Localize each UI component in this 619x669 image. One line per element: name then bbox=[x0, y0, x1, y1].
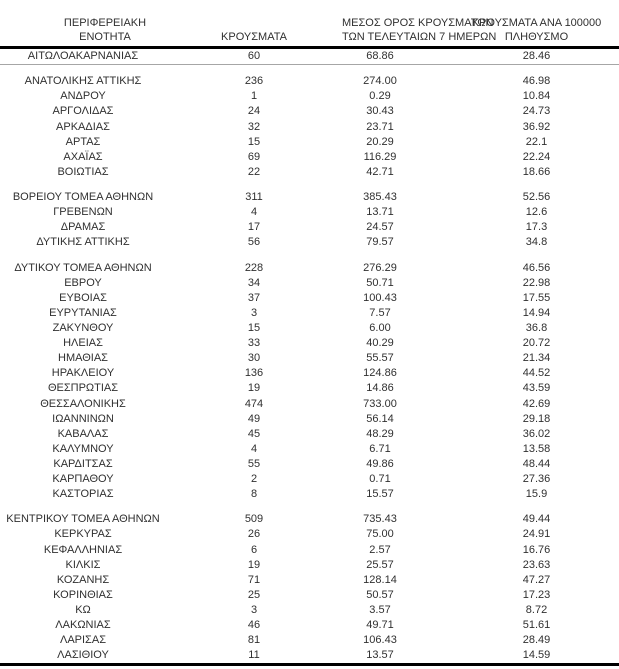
cell-cases: 60 bbox=[247, 50, 261, 62]
cell-region-name: ΚΕΡΚΥΡΑΣ bbox=[54, 528, 112, 541]
cell-per-100k: 16.76 bbox=[522, 543, 551, 556]
cell-per-100k: 23.63 bbox=[522, 558, 551, 571]
cell-region-name: ΔΥΤΙΚΗΣ ΑΤΤΙΚΗΣ bbox=[36, 236, 130, 249]
table-row bbox=[0, 306, 619, 321]
cell-7day-average: 3.57 bbox=[369, 603, 391, 616]
cell-7day-average: 20.29 bbox=[366, 135, 394, 148]
cell-region-name: ΓΡΕΒΕΝΩΝ bbox=[53, 206, 113, 219]
cell-region-name: ΕΒΡΟΥ bbox=[64, 276, 102, 289]
cell-7day-average: 735.43 bbox=[363, 513, 397, 526]
cell-region-name: ΑΝΑΤΟΛΙΚΗΣ ΑΤΤΙΚΗΣ bbox=[24, 75, 142, 88]
table-row bbox=[0, 527, 619, 542]
cell-cases: 136 bbox=[244, 367, 264, 380]
cell-7day-average: 274.00 bbox=[363, 75, 397, 88]
cell-cases: 6 bbox=[250, 543, 258, 556]
cell-per-100k: 8.72 bbox=[525, 603, 548, 616]
table-row bbox=[0, 412, 619, 427]
table-header-row bbox=[0, 0, 619, 49]
table-row bbox=[0, 472, 619, 487]
cell-region-name: ΚΕΦΑΛΛΗΝΙΑΣ bbox=[43, 543, 123, 556]
cell-cases: 32 bbox=[247, 120, 261, 133]
cell-region-name: ΒΟΙΩΤΙΑΣ bbox=[57, 165, 109, 178]
cell-region-name: ΚΙΛΚΙΣ bbox=[65, 558, 101, 571]
cell-per-100k: 48.44 bbox=[522, 457, 551, 470]
table-row bbox=[0, 543, 619, 558]
cell-region-name: ΕΥΡΥΤΑΝΙΑΣ bbox=[49, 306, 117, 319]
table-row bbox=[0, 261, 619, 276]
cell-cases: 11 bbox=[248, 649, 260, 662]
table-row bbox=[0, 49, 619, 64]
group-separator bbox=[0, 180, 619, 190]
cell-7day-average: 24.57 bbox=[366, 221, 394, 234]
cell-per-100k: 24.91 bbox=[522, 528, 551, 541]
cell-per-100k: 43.59 bbox=[522, 382, 551, 395]
cell-region-name: ΚΑΣΤΟΡΙΑΣ bbox=[52, 488, 114, 501]
cell-cases: 2 bbox=[250, 473, 258, 485]
cell-per-100k: 52.56 bbox=[522, 191, 551, 204]
table-row bbox=[0, 235, 619, 250]
cell-7day-average: 733.00 bbox=[363, 397, 397, 410]
table-row bbox=[0, 633, 619, 648]
cell-7day-average: 49.86 bbox=[366, 457, 394, 470]
cell-per-100k: 51.61 bbox=[522, 619, 551, 632]
cell-7day-average: 128.14 bbox=[363, 573, 397, 586]
cell-7day-average: 25.57 bbox=[366, 558, 394, 571]
cell-cases: 19 bbox=[247, 558, 261, 571]
cell-per-100k: 42.69 bbox=[522, 397, 551, 410]
table-row bbox=[0, 427, 619, 442]
cell-per-100k: 10.84 bbox=[522, 90, 551, 103]
cell-per-100k: 24.73 bbox=[522, 105, 551, 118]
table-row bbox=[0, 618, 619, 633]
group-separator bbox=[0, 64, 619, 74]
cell-cases: 55 bbox=[247, 457, 261, 470]
cell-region-name: ΑΡΓΟΛΙΔΑΣ bbox=[52, 105, 114, 118]
table-row bbox=[0, 487, 619, 502]
cell-7day-average: 6.71 bbox=[369, 442, 391, 455]
cell-7day-average: 385.43 bbox=[363, 191, 397, 204]
cell-region-name: ΛΑΚΩΝΙΑΣ bbox=[55, 619, 111, 632]
table-row bbox=[0, 366, 619, 381]
table-row bbox=[0, 165, 619, 180]
cell-cases: 49 bbox=[247, 412, 261, 425]
cell-per-100k: 22.98 bbox=[522, 276, 551, 289]
cell-cases: 4 bbox=[250, 206, 258, 219]
cell-per-100k: 27.36 bbox=[522, 473, 551, 485]
table-row bbox=[0, 558, 619, 573]
cell-per-100k: 17.55 bbox=[522, 291, 551, 304]
cell-per-100k: 14.59 bbox=[522, 649, 551, 662]
cell-per-100k: 44.52 bbox=[522, 367, 551, 380]
cell-cases: 25 bbox=[247, 588, 261, 601]
cell-region-name: ΑΙΤΩΛΟΑΚΑΡΝΑΝΙΑΣ bbox=[27, 50, 139, 62]
cell-cases: 8 bbox=[250, 488, 258, 501]
cell-cases: 4 bbox=[250, 442, 258, 455]
cell-cases: 1 bbox=[250, 90, 258, 103]
cell-cases: 15 bbox=[247, 135, 261, 148]
cell-region-name: ΗΛΕΙΑΣ bbox=[63, 337, 103, 350]
cell-region-name: ΙΩΑΝΝΙΝΩΝ bbox=[52, 412, 114, 425]
cell-per-100k: 13.58 bbox=[522, 442, 551, 455]
cell-per-100k: 28.46 bbox=[522, 50, 551, 62]
cell-cases: 45 bbox=[247, 427, 261, 440]
cell-region-name: ΚΑΛΥΜΝΟΥ bbox=[52, 442, 114, 455]
table-row bbox=[0, 381, 619, 396]
cell-7day-average: 6.00 bbox=[369, 322, 391, 335]
table-row bbox=[0, 104, 619, 119]
cell-per-100k: 46.98 bbox=[522, 75, 551, 88]
cell-cases: 24 bbox=[247, 105, 261, 118]
cell-per-100k: 36.92 bbox=[522, 120, 551, 133]
cell-region-name: ΗΡΑΚΛΕΙΟΥ bbox=[51, 367, 115, 380]
column-header-cases: ΚΡΟΥΣΜΑΤΑ bbox=[221, 31, 287, 43]
cell-cases: 56 bbox=[247, 236, 261, 249]
cell-7day-average: 40.29 bbox=[366, 337, 394, 350]
cell-region-name: ΚΟΡΙΝΘΙΑΣ bbox=[53, 588, 113, 601]
cell-region-name: ΚΕΝΤΡΙΚΟΥ ΤΟΜΕΑ ΑΘΗΝΩΝ bbox=[6, 513, 160, 526]
cell-7day-average: 48.29 bbox=[366, 427, 394, 440]
cell-cases: 30 bbox=[247, 352, 261, 365]
cell-cases: 474 bbox=[244, 397, 264, 410]
cell-7day-average: 49.71 bbox=[366, 619, 394, 632]
cell-cases: 22 bbox=[247, 165, 261, 178]
cell-7day-average: 13.71 bbox=[366, 206, 394, 219]
cell-region-name: ΔΡΑΜΑΣ bbox=[60, 221, 106, 234]
cell-per-100k: 17.3 bbox=[525, 221, 548, 234]
group-separator bbox=[0, 251, 619, 261]
table-row bbox=[0, 190, 619, 205]
cell-7day-average: 13.57 bbox=[366, 649, 394, 662]
cell-7day-average: 79.57 bbox=[366, 236, 394, 249]
cell-region-name: ΑΧΑΪΑΣ bbox=[63, 150, 103, 163]
table-row bbox=[0, 588, 619, 603]
cell-cases: 3 bbox=[250, 603, 258, 616]
table-body bbox=[0, 49, 619, 666]
cell-cases: 15 bbox=[247, 322, 261, 335]
cell-region-name: ΚΩ bbox=[75, 603, 91, 616]
cell-region-name: ΛΑΡΙΣΑΣ bbox=[59, 634, 106, 647]
table-row bbox=[0, 351, 619, 366]
cell-7day-average: 0.29 bbox=[369, 90, 391, 103]
table-row bbox=[0, 89, 619, 104]
cell-per-100k: 17.23 bbox=[522, 588, 551, 601]
table-row bbox=[0, 336, 619, 351]
table-row bbox=[0, 457, 619, 472]
cell-per-100k: 29.18 bbox=[522, 412, 551, 425]
table-row bbox=[0, 276, 619, 291]
column-header-7day-average-line1: ΜΕΣΟΣ ΟΡΟΣ ΚΡΟΥΣΜΑΤΩΝ bbox=[342, 17, 494, 29]
table-row bbox=[0, 573, 619, 588]
table-row bbox=[0, 321, 619, 336]
table-row bbox=[0, 648, 619, 663]
table-row bbox=[0, 120, 619, 135]
cell-region-name: ΚΑΒΑΛΑΣ bbox=[57, 427, 109, 440]
cell-region-name: ΖΑΚΥΝΘΟΥ bbox=[52, 322, 114, 335]
cell-cases: 81 bbox=[247, 634, 261, 647]
cell-region-name: ΚΑΡΠΑΘΟΥ bbox=[52, 473, 114, 485]
cell-7day-average: 7.57 bbox=[369, 306, 391, 319]
cell-region-name: ΕΥΒΟΙΑΣ bbox=[59, 291, 107, 304]
cell-cases: 509 bbox=[244, 513, 264, 526]
cell-cases: 3 bbox=[250, 306, 258, 319]
cell-per-100k: 22.24 bbox=[522, 150, 551, 163]
cell-region-name: ΗΜΑΘΙΑΣ bbox=[58, 352, 108, 365]
cell-7day-average: 50.57 bbox=[366, 588, 394, 601]
cell-per-100k: 18.66 bbox=[522, 165, 551, 178]
cell-7day-average: 14.86 bbox=[366, 382, 394, 395]
cell-7day-average: 42.71 bbox=[366, 165, 394, 178]
cell-cases: 236 bbox=[244, 75, 264, 88]
cell-cases: 69 bbox=[247, 150, 261, 163]
cell-cases: 37 bbox=[247, 291, 261, 304]
cell-region-name: ΛΑΣΙΘΙΟΥ bbox=[57, 649, 109, 662]
table-row bbox=[0, 135, 619, 150]
table-row bbox=[0, 442, 619, 457]
cell-per-100k: 47.27 bbox=[522, 573, 551, 586]
cell-cases: 46 bbox=[247, 619, 261, 632]
group-separator bbox=[0, 502, 619, 512]
cell-region-name: ΑΡΤΑΣ bbox=[65, 135, 101, 148]
table-row bbox=[0, 291, 619, 306]
table-row bbox=[0, 603, 619, 618]
cell-7day-average: 0.71 bbox=[369, 473, 391, 485]
cell-per-100k: 28.49 bbox=[522, 634, 551, 647]
column-header-7day-average-line2: ΤΩΝ ΤΕΛΕΥΤΑΙΩΝ 7 ΗΜΕΡΩΝ bbox=[342, 31, 497, 43]
table-row bbox=[0, 220, 619, 235]
cell-per-100k: 34.8 bbox=[525, 236, 548, 249]
table-row bbox=[0, 205, 619, 220]
cell-cases: 34 bbox=[247, 276, 261, 289]
cell-7day-average: 75.00 bbox=[366, 528, 394, 541]
cell-7day-average: 116.29 bbox=[363, 150, 397, 163]
cell-cases: 71 bbox=[247, 573, 261, 586]
table-row bbox=[0, 397, 619, 412]
cell-per-100k: 36.8 bbox=[525, 322, 548, 335]
table-row bbox=[0, 74, 619, 89]
cell-7day-average: 23.71 bbox=[366, 120, 394, 133]
cell-region-name: ΔΥΤΙΚΟΥ ΤΟΜΕΑ ΑΘΗΝΩΝ bbox=[14, 261, 152, 274]
cell-cases: 26 bbox=[247, 528, 261, 541]
column-header-regional-unit: ΠΕΡΙΦΕΡΕΙΑΚΗ ΕΝΟΤΗΤΑ bbox=[63, 17, 147, 43]
cell-per-100k: 22.1 bbox=[525, 135, 548, 148]
cell-cases: 33 bbox=[247, 337, 261, 350]
cell-7day-average: 56.14 bbox=[366, 412, 394, 425]
column-header-per-100k bbox=[418, 16, 619, 44]
column-header-per-100k-line2: ΠΛΗΘΥΣΜΟ bbox=[504, 31, 569, 43]
cell-cases: 19 bbox=[247, 382, 261, 395]
cell-cases: 311 bbox=[245, 191, 263, 204]
cell-7day-average: 68.86 bbox=[366, 50, 394, 62]
cell-per-100k: 36.02 bbox=[522, 427, 551, 440]
column-header-7day-average bbox=[342, 16, 497, 44]
cell-per-100k: 12.6 bbox=[525, 206, 548, 219]
cell-7day-average: 15.57 bbox=[366, 488, 394, 501]
cell-7day-average: 100.43 bbox=[363, 291, 397, 304]
cell-7day-average: 55.57 bbox=[366, 352, 394, 365]
cell-7day-average: 276.29 bbox=[363, 261, 397, 274]
cell-per-100k: 20.72 bbox=[522, 337, 551, 350]
cell-cases: 17 bbox=[247, 221, 261, 234]
table-row bbox=[0, 512, 619, 527]
cell-region-name: ΒΟΡΕΙΟΥ ΤΟΜΕΑ ΑΘΗΝΩΝ bbox=[12, 191, 154, 204]
cell-cases: 228 bbox=[244, 261, 264, 274]
cell-region-name: ΚΑΡΔΙΤΣΑΣ bbox=[53, 457, 113, 470]
column-header-per-100k-line1: ΚΡΟΥΣΜΑΤΑ ΑΝΑ 100000 bbox=[471, 17, 602, 29]
cell-region-name: ΑΡΚΑΔΙΑΣ bbox=[56, 120, 110, 133]
cell-7day-average: 50.71 bbox=[366, 276, 394, 289]
cell-7day-average: 106.43 bbox=[363, 634, 397, 647]
cell-7day-average: 2.57 bbox=[369, 543, 391, 556]
cell-per-100k: 15.9 bbox=[525, 488, 548, 501]
cell-7day-average: 124.86 bbox=[363, 367, 397, 380]
cell-region-name: ΘΕΣΠΡΩΤΙΑΣ bbox=[47, 382, 119, 395]
table-row bbox=[0, 150, 619, 165]
cell-7day-average: 30.43 bbox=[366, 105, 394, 118]
cell-per-100k: 46.56 bbox=[522, 261, 551, 274]
cell-region-name: ΑΝΔΡΟΥ bbox=[60, 90, 106, 103]
cell-region-name: ΚΟΖΑΝΗΣ bbox=[56, 573, 110, 586]
cell-per-100k: 49.44 bbox=[522, 513, 551, 526]
cell-per-100k: 14.94 bbox=[522, 306, 551, 319]
cell-per-100k: 21.34 bbox=[522, 352, 551, 365]
cell-region-name: ΘΕΣΣΑΛΟΝΙΚΗΣ bbox=[40, 397, 126, 410]
